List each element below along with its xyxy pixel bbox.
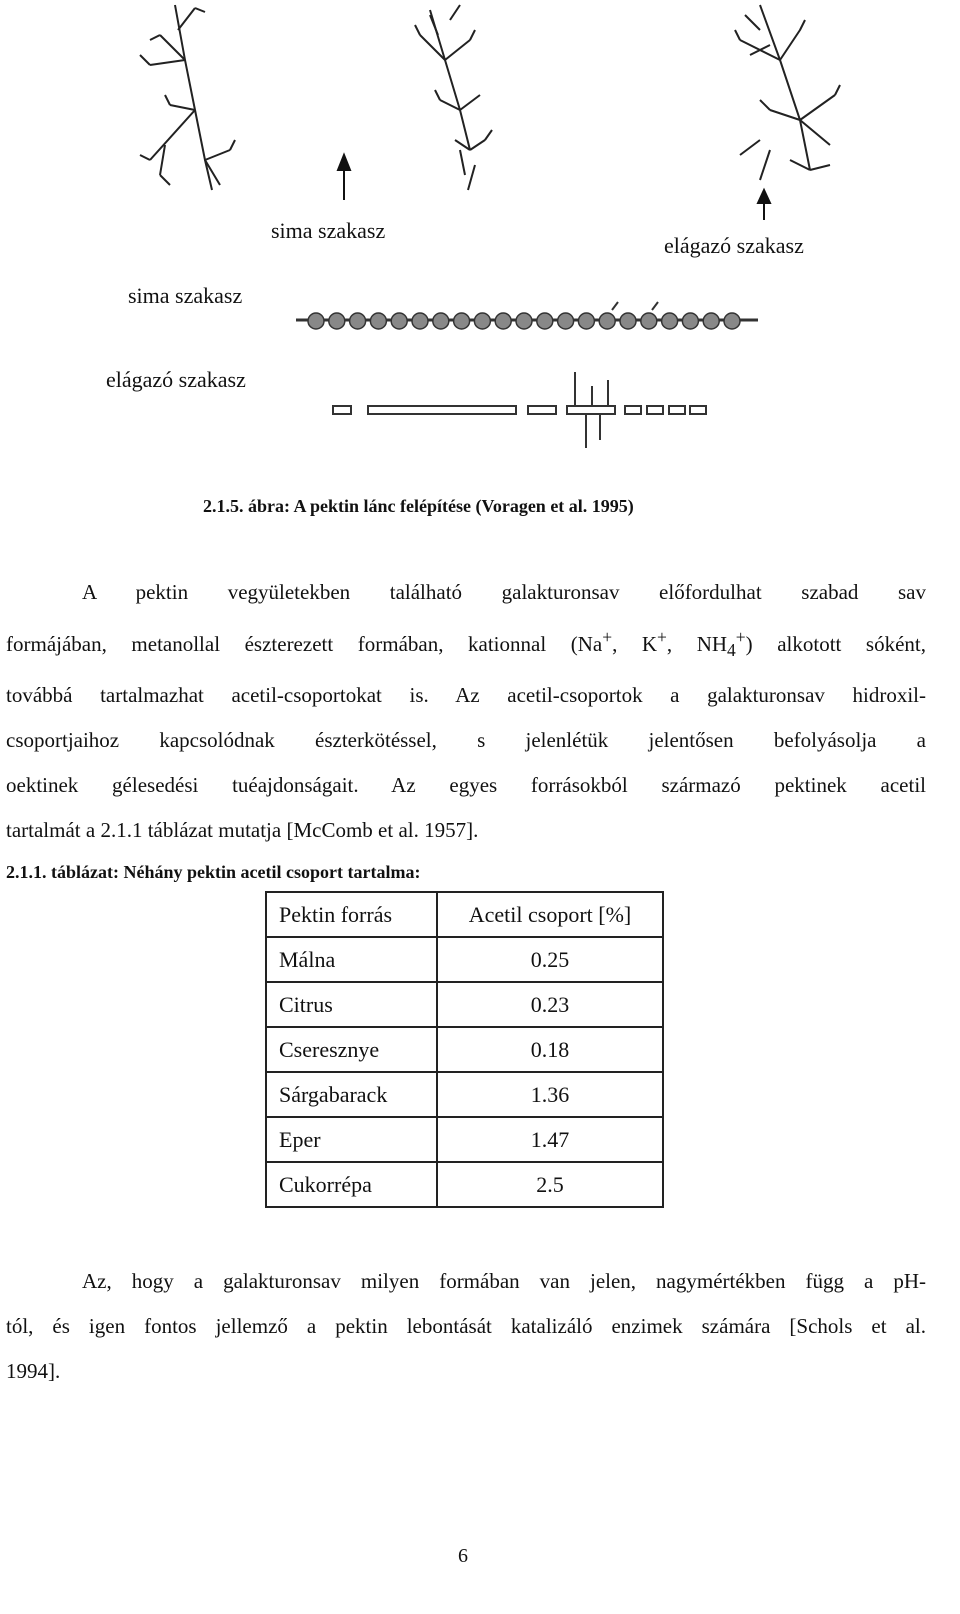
- galacturonic-unit: [454, 313, 470, 329]
- galacturonic-unit: [433, 313, 449, 329]
- table-row: [266, 982, 663, 1027]
- branched-tree-drawings: [140, 5, 840, 190]
- galacturonic-unit: [329, 313, 345, 329]
- table-cell: Eper: [266, 1117, 437, 1162]
- acetyl-content-table: [265, 891, 664, 1208]
- figure-caption: 2.1.5. ábra: A pektin lánc felépítése (Voragen et al. 1995): [203, 496, 634, 516]
- table-cell: 0.23: [437, 982, 663, 1027]
- table-cell: Cukorrépa: [266, 1162, 437, 1207]
- paragraph-line: A pektin vegyületekben található galakturonsav előfordulhat szabad sav: [82, 580, 926, 604]
- label-smooth-top: sima szakasz: [271, 218, 386, 243]
- galacturonic-unit: [350, 313, 366, 329]
- galacturonic-unit: [391, 313, 407, 329]
- paragraph-line: 1994].: [6, 1359, 61, 1383]
- label-branched-left: elágazó szakasz: [106, 367, 246, 392]
- paragraph-line: továbbá tartalmazhat acetil-csoportokat is. Az acetil-csoportok a galakturonsav hidroxil-: [6, 683, 926, 708]
- galacturonic-unit: [558, 313, 574, 329]
- table-header-row: [266, 892, 663, 937]
- galacturonic-unit: [620, 313, 636, 329]
- table-cell: Sárgabarack: [266, 1072, 437, 1117]
- galacturonic-unit: [662, 313, 678, 329]
- table-cell: 2.5: [437, 1162, 663, 1207]
- galacturonic-unit: [578, 313, 594, 329]
- galacturonic-unit: [703, 313, 719, 329]
- label-branched-top: elágazó szakasz: [664, 233, 804, 258]
- paragraph-line: csoportjaihoz kapcsolódnak észterkötéssel, s jelenlétük jelentősen befolyásolja a: [6, 728, 926, 753]
- bead-chain: [296, 302, 758, 329]
- table-row: [266, 1072, 663, 1117]
- label-smooth-left: sima szakasz: [128, 283, 243, 308]
- paragraph-line: tartalmát a 2.1.1 táblázat mutatja [McComb et al. 1957].: [6, 818, 479, 843]
- table-cell: 1.47: [437, 1117, 663, 1162]
- paragraph-line: Az, hogy a galakturonsav milyen formában van jelen, nagymértékben függ a pH-: [82, 1269, 926, 1293]
- galacturonic-unit: [370, 313, 386, 329]
- segmented-chain: [333, 372, 706, 448]
- table-cell: 0.25: [437, 937, 663, 982]
- galacturonic-unit: [724, 313, 740, 329]
- page-number: 6: [458, 1545, 468, 1567]
- paragraph-line: tól, és igen fontos jellemző a pektin lebontását katalizáló enzimek számára [Schols et al.: [6, 1314, 926, 1338]
- galacturonic-unit: [641, 313, 657, 329]
- paragraph-1: [6, 570, 926, 853]
- arrows: [338, 155, 770, 220]
- galacturonic-unit: [682, 313, 698, 329]
- table-cell: Málna: [266, 937, 437, 982]
- arrow-up-icon: [338, 155, 350, 170]
- paragraph-line: oektinek gélesedési tuéajdonságait. Az egyes forrásokból származó pektinek acetil: [6, 773, 926, 798]
- table-row: [266, 937, 663, 982]
- galacturonic-unit: [474, 313, 490, 329]
- column-header: Pektin forrás: [266, 892, 437, 937]
- table-row: [266, 1117, 663, 1162]
- paragraph-2: [6, 1259, 926, 1394]
- galacturonic-unit: [412, 313, 428, 329]
- galacturonic-unit: [537, 313, 553, 329]
- table-cell: Cseresznye: [266, 1027, 437, 1072]
- arrow-up-icon: [758, 190, 770, 203]
- galacturonic-unit: [495, 313, 511, 329]
- table-cell: Citrus: [266, 982, 437, 1027]
- table-row: [266, 1027, 663, 1072]
- table-cell: 1.36: [437, 1072, 663, 1117]
- table-cell: 0.18: [437, 1027, 663, 1072]
- table-row: [266, 1162, 663, 1207]
- table-caption: 2.1.1. táblázat: Néhány pektin acetil csoport tartalma:: [6, 862, 421, 882]
- column-header: Acetil csoport [%]: [437, 892, 663, 937]
- pectin-chain-figure: [0, 0, 960, 480]
- galacturonic-unit: [308, 313, 324, 329]
- paragraph-line: formájában, metanollal észterezett formában, kationnal (Na+, K+, $NH_4^+$) alkotott sóként,: [6, 627, 926, 661]
- galacturonic-unit: [599, 313, 615, 329]
- galacturonic-unit: [516, 313, 532, 329]
